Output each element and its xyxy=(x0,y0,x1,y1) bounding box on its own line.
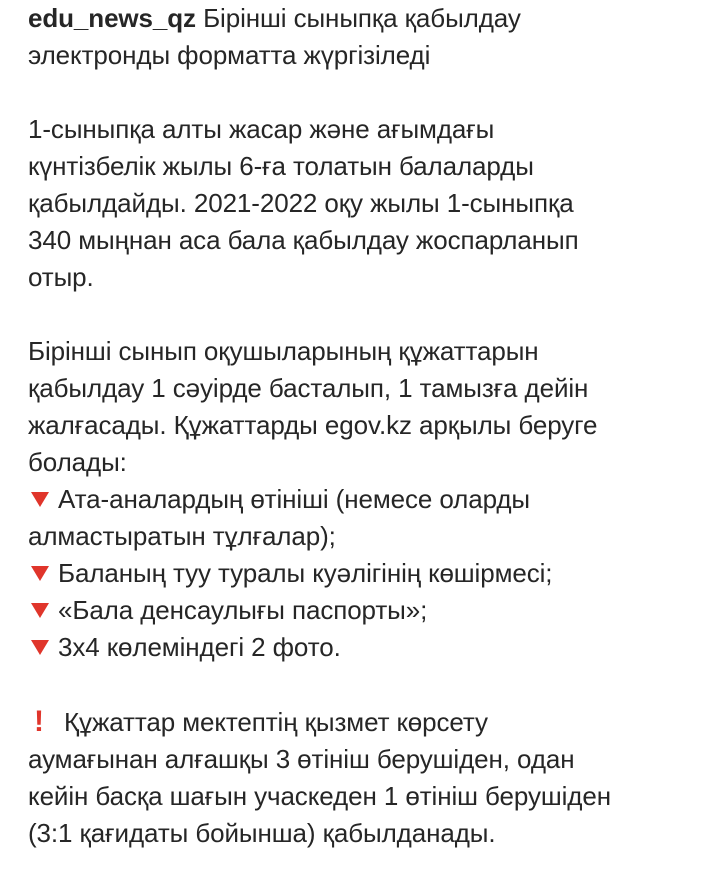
paragraph-gap xyxy=(28,74,700,111)
paragraph-3-line xyxy=(28,703,700,741)
list-item xyxy=(28,555,700,592)
paragraph-3-line: (3:1 қағидаты бойынша) қабылданады. xyxy=(28,818,496,848)
paragraph-gap xyxy=(28,666,700,703)
title-text: Бірінші сыныпқа қабылдау xyxy=(195,3,521,33)
paragraph-gap xyxy=(28,296,700,333)
paragraph-1-line: отыр. xyxy=(28,262,94,292)
list-item xyxy=(28,481,700,518)
paragraph-2-line: Бірінші сынып оқушыларының құжаттарын xyxy=(28,336,539,366)
red-triangle-down-icon xyxy=(28,481,58,518)
red-triangle-down-icon xyxy=(28,592,58,629)
caption-title-line-1 xyxy=(28,0,700,37)
list-item-text: «Бала денсаулығы паспорты»; xyxy=(58,595,428,625)
list-item-continuation: алмастыратын тұлғалар); xyxy=(28,521,336,551)
list-item xyxy=(28,629,700,666)
paragraph-2-line: болады: xyxy=(28,447,127,477)
paragraph-1-line: қабылдайды. 2021-2022 оқу жылы 1-сыныпқа xyxy=(28,188,574,218)
paragraph-1-line: күнтізбелік жылы 6-ға толатын балаларды xyxy=(28,151,534,181)
paragraph-1-line: 340 мыңнан аса бала қабылдау жоспарланып xyxy=(28,225,579,255)
paragraph-3-line: аумағынан алғашқы 3 өтініш берушіден, одан xyxy=(28,744,575,774)
list-item xyxy=(28,592,700,629)
red-exclamation-icon: ! xyxy=(34,705,44,738)
paragraph-2-line: жалғасады. Құжаттарды egov.kz арқылы беруге xyxy=(28,410,598,440)
paragraph-3-text: Құжаттар мектептің қызмет көрсету xyxy=(64,707,488,737)
list-item-text: Ата-аналардың өтініші (немесе оларды xyxy=(58,484,530,514)
paragraph-2-line: қабылдау 1 сәуірде басталып, 1 тамызға дейін xyxy=(28,373,589,403)
red-triangle-down-icon xyxy=(28,629,58,666)
red-triangle-down-icon xyxy=(28,555,58,592)
post-caption xyxy=(28,0,700,852)
caption-title-line-2: электронды форматта жүргізіледі xyxy=(28,40,431,70)
username-link[interactable]: edu_news_qz xyxy=(28,3,196,33)
paragraph-1-line: 1-сыныпқа алты жасар және ағымдағы xyxy=(28,114,495,144)
paragraph-3-line: кейін басқа шағын учаскеден 1 өтініш берушіден xyxy=(28,781,611,811)
list-item-text: Баланың туу туралы куәлігінің көшірмесі; xyxy=(58,558,553,588)
list-item-text: 3х4 көлеміндегі 2 фото. xyxy=(58,632,341,662)
